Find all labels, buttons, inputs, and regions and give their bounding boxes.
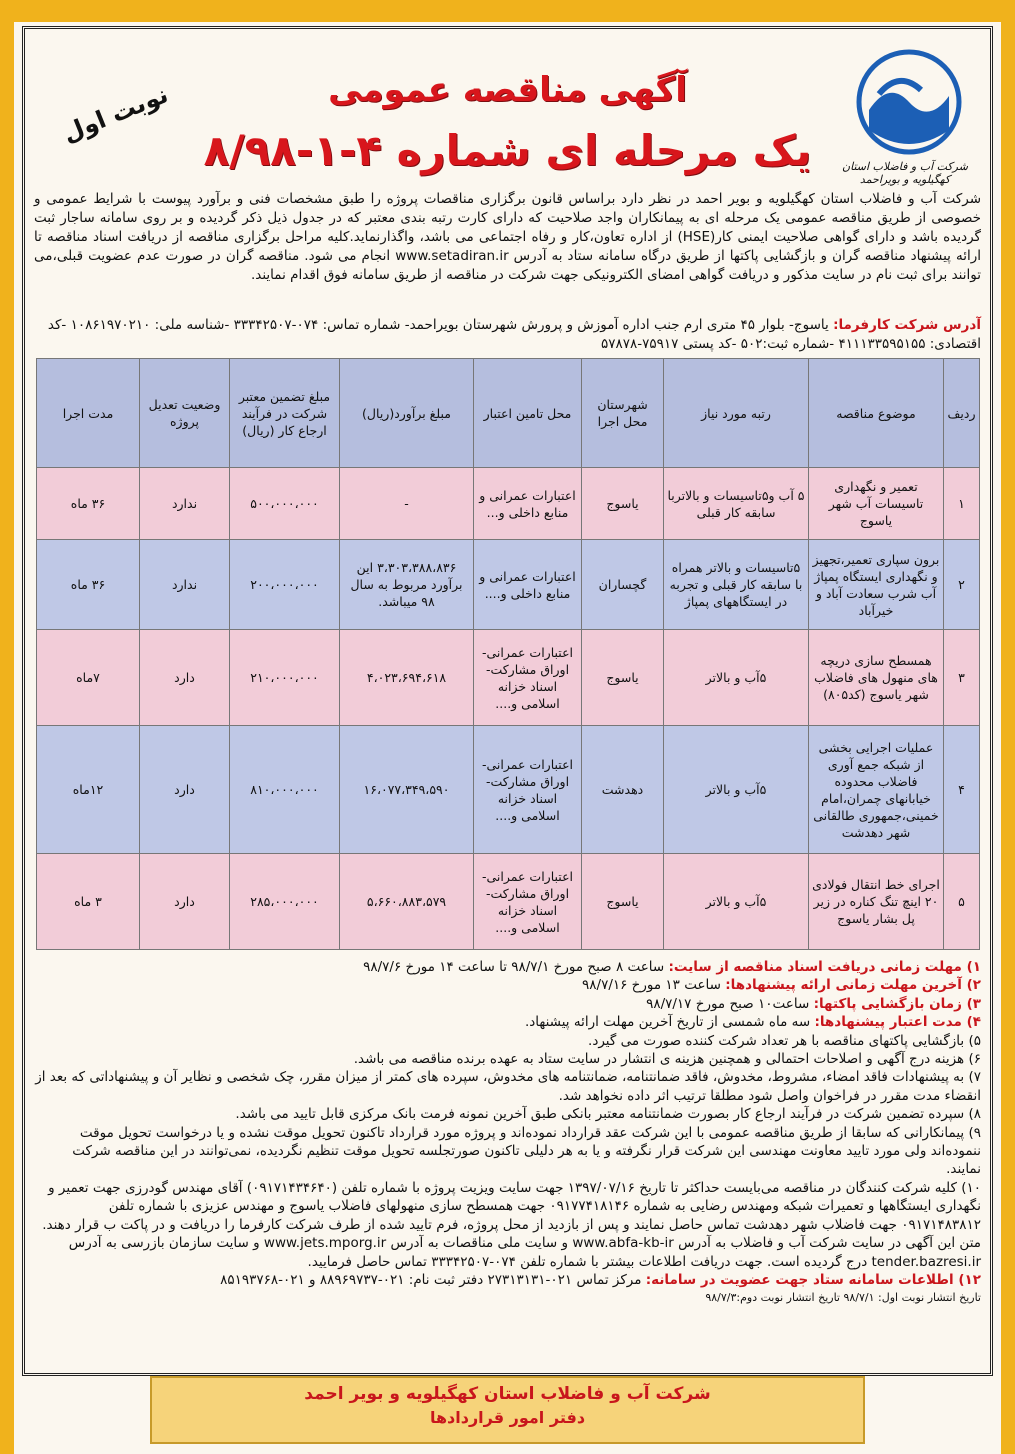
table-cell: -	[340, 468, 474, 540]
col-header: وضعیت تعدیل پروژه	[140, 359, 230, 468]
right-border	[1001, 0, 1015, 1454]
table-cell: ۲۰۰،۰۰۰،۰۰۰	[230, 540, 340, 630]
table-cell: ۳ ماه	[37, 854, 140, 950]
table-cell: یاسوج	[582, 468, 664, 540]
round-label: نوبت اول	[58, 80, 173, 148]
table-cell: ۳۶ ماه	[37, 468, 140, 540]
address-label: آدرس شرکت کارفرما:	[833, 317, 981, 333]
col-header: شهرستان محل اجرا	[582, 359, 664, 468]
table-cell: اعتبارات عمرانی- اوراق مشارکت- اسناد خزانه اسلامی و....	[474, 726, 582, 854]
table-cell: یاسوج	[582, 630, 664, 726]
col-header: محل تامین اعتبار	[474, 359, 582, 468]
table-cell: ۸۱۰،۰۰۰،۰۰۰	[230, 726, 340, 854]
table-row	[37, 726, 980, 854]
footer-company: شرکت آب و فاضلاب استان کهگیلویه و بویر احمد	[304, 1384, 711, 1404]
table-row	[37, 854, 980, 950]
note-label: ۲) آخرین مهلت زمانی ارائه پیشنهادها:	[725, 977, 981, 994]
footer-banner	[150, 1376, 865, 1444]
note-item	[34, 958, 981, 976]
logo-caption: شرکت آب و فاضلاب استان کهگیلویه و بویراحمد	[842, 160, 968, 186]
left-border	[0, 0, 14, 1454]
note-item: ۶) هزینه درج آگهی و اصلاحات احتمالی و همچنین هزینه ی انتشار در سایت ستاد به عهده برنده مناقصه می باشد.	[353, 1051, 981, 1068]
table-cell: ۳۶ ماه	[37, 540, 140, 630]
table-header-row	[37, 359, 980, 468]
note-label: ۴) مدت اعتبار پیشنهادها:	[814, 1014, 981, 1031]
table-cell: ۱۲ماه	[37, 726, 140, 854]
note-label: ۱) مهلت زمانی دریافت اسناد مناقصه از سایت:	[668, 959, 981, 975]
note-item: ۹) پیمانکارانی که سابقا از طریق مناقصه عمومی با این شرکت عقد قرارداد نموده‌اند و پروژه مورد قرارداد تاکنون تحویل موقت نشده و یا درخواست تحویل موقت ننموده‌اند ولی مورد تایید معاونت مهندسی این شرکت قرار نگرفته و یا به هر دلیلی تاکنون صورتجلسه تحویل موقت تنظیم نگردیده، نمی‌توانند در این مناقصه شرکت نمایند.	[72, 1124, 981, 1178]
note-item: ۱۰) کلیه شرکت کنندگان در مناقصه می‌بایست حداکثر تا تاریخ ۱۳۹۷/۰۷/۱۶ جهت سایت ویزیت پروژه با شماره تلفن (۰۹۱۷۱۴۳۴۶۴۰) آقای مهندس گودرزی جهت تعمیر و نگهداری ایستگاهها و تعمیرات شبکه ومهندس رضایی به شماره ۰۹۱۷۷۴۱۸۱۴۶ جهت همسطح سازی منهولهای فاضلاب یاسوج و مهندس عزیزی با شماره تلفن ۰۹۱۷۱۴۸۳۸۱۲ جهت فاضلاب شهر دهدشت تماس حاصل نمایند و پس از بازدید از محل پروژه، فرم تایید شده از طرف شرکت کارفرما را دریافت و در پاکت ب قرار دهند.	[42, 1179, 981, 1233]
table-row	[37, 630, 980, 726]
table-cell: ۲۱۰،۰۰۰،۰۰۰	[230, 630, 340, 726]
address-text: یاسوج- بلوار ۴۵ متری ارم جنب اداره آموزش و پرورش شهرستان بویراحمد- شماره تماس: ۰۷۴-۳۳۳۴۲۵۰۷ -شناسه ملی: ۱۰۸۶۱۹۷۰۲۱۰ -کد اقتصادی: ۴۱۱۱۳۳۵۹۵۱۵۵ -شماره ثبت:۵۰۲ -کد پستی ۷۵۹۱۷-۵۷۸۷۸	[47, 317, 981, 352]
col-header: مبلغ تضمین معتبر شرکت در فرآیند ارجاع کار (ریال)	[230, 359, 340, 468]
table-cell: اعتبارات عمرانی و منابع داخلی و....	[474, 540, 582, 630]
table-cell: ۵آب و بالاتر	[664, 630, 809, 726]
note-item: ۷) به پیشنهادات فاقد امضاء، مشروط، مخدوش، فاقد ضمانتنامه، ضمانتنامه های مخدوش، سپرده های کمتر از میزان مقرر، چک شخصی و نظایر آن و پیشنهاداتی که بعد از انقضاء مدت مقرر در فراخوان واصل شود مطلقا ترتیب اثر داده نخواهد شد.	[35, 1069, 981, 1104]
ad-header	[30, 30, 985, 190]
table-cell: برون سپاری تعمیر،تجهیز و نگهداری ایستگاه پمپاژ آب شرب سعادت آباد و خیرآباد	[809, 540, 944, 630]
table-cell: ۴،۰۲۳،۶۹۴،۶۱۸	[340, 630, 474, 726]
table-cell: ۵،۶۶۰،۸۸۳،۵۷۹	[340, 854, 474, 950]
table-cell: ۵۰۰،۰۰۰،۰۰۰	[230, 468, 340, 540]
table-cell: ۲	[944, 540, 980, 630]
ad-title: آگهی مناقصه عمومی	[328, 70, 687, 110]
table-row	[37, 540, 980, 630]
note-value: ساعت۱۰ صبح مورخ ۹۸/۷/۱۷	[646, 995, 810, 1012]
table-cell: اجرای خط انتقال فولادی ۲۰ اینچ تنگ کناره در زیر پل بشار یاسوج	[809, 854, 944, 950]
table-cell: دارد	[140, 854, 230, 950]
table-cell: همسطح سازی دریچه های منهول های فاضلاب شهر یاسوج (کد۸۰۵)	[809, 630, 944, 726]
note-item	[34, 1013, 981, 1031]
note-item	[34, 976, 981, 994]
table-cell: ۷ماه	[37, 630, 140, 726]
footer-department: دفتر امور قراردادها	[429, 1408, 586, 1427]
tender-number-title: یک مرحله ای شماره ۴-۱-۸/۹۸	[203, 126, 812, 175]
note-item: ۸) سپرده تضمین شرکت در فرآیند ارجاع کار بصورت ضمانتنامه معتبر بانکی طبق آخرین نمونه فرمت بانک مرکزی قابل تایید می باشد.	[235, 1106, 981, 1123]
terms-list	[34, 958, 981, 1308]
table-cell: گچساران	[582, 540, 664, 630]
note-value: ساعت ۱۳ مورخ ۹۸/۷/۱۶	[582, 977, 721, 994]
table-cell: ۵	[944, 854, 980, 950]
table-cell: اعتبارات عمرانی- اوراق مشارکت- اسناد خزانه اسلامی و....	[474, 854, 582, 950]
intro-paragraph: شرکت آب و فاضلاب استان کهگیلویه و بویر احمد در نظر دارد براساس قانون برگزاری مناقصات پروژه را طبق مشخصات فنی و برآورد پیوست با شرایط عمومی و خصوصی از طریق مناقصه عمومی یک مرحله ای به پیمانکاران واجد صلاحیت که دارای کارت رتبه بندی معتبر که در جدول ذیل ذکر گردیده و بر روی سامانه ساجار ثبت گردیده باشد و دارای گواهی صلاحیت ایمنی کار(HSE) از اداره تعاون،کار و رفاه اجتماعی می باشد، واگذارنماید.کلیه مراحل برگزاری مناقصه از دریافت اسناد مناقصه تا ارائه پیشنهاد مناقصه گران و بازگشایی پاکتها از طریق درگاه سامانه ستاد به آدرس www.setadiran.ir انجام می شود. مناقصه گران در صورت عدم عضویت قبلی،می توانند برای ثبت نام در سایت مذکور و دریافت گواهی امضای الکترونیکی جهت شرکت در مناقصه از طریق سامانه فوق اقدام نمایند.	[34, 191, 981, 283]
col-header: مدت اجرا	[37, 359, 140, 468]
table-row	[37, 468, 980, 540]
table-cell: تعمیر و نگهداری تاسیسات آب شهر یاسوج	[809, 468, 944, 540]
table-cell: ۵آب و بالاتر	[664, 726, 809, 854]
publication-dates: تاریخ انتشار نوبت اول: ۹۸/۷/۱ تاریخ انتشار نوبت دوم:۹۸/۷/۳	[705, 1291, 981, 1305]
table-cell: دهدشت	[582, 726, 664, 854]
table-cell: اعتبارات عمرانی و منابع داخلی و...	[474, 468, 582, 540]
employer-address	[34, 316, 981, 354]
table-cell: ۳	[944, 630, 980, 726]
col-header: مبلغ برآورد(ریال)	[340, 359, 474, 468]
col-header: ردیف	[944, 359, 980, 468]
note-label: ۳) زمان بازگشایی پاکتها:	[813, 995, 981, 1012]
note-value: مرکز تماس ۰۲۱-۲۷۳۱۳۱۳۱ دفتر ثبت نام: ۰۲۱-۸۸۹۶۹۷۳۷ و ۰۲۱-۸۵۱۹۳۷۶۸	[220, 1271, 642, 1288]
note-item: ۵) بازگشایی پاکتهای مناقصه با هر تعداد شرکت کننده صورت می گیرد.	[588, 1032, 981, 1049]
table-cell: ندارد	[140, 540, 230, 630]
table-cell: ۴	[944, 726, 980, 854]
table-cell: دارد	[140, 630, 230, 726]
col-header: موضوع مناقصه	[809, 359, 944, 468]
table-cell: دارد	[140, 726, 230, 854]
note-value: سه ماه شمسی از تاریخ آخرین مهلت ارائه پیشنهاد.	[524, 1014, 811, 1031]
note-value: ساعت ۸ صبح مورخ ۹۸/۷/۱ تا ساعت ۱۴ مورخ ۹۸/۷/۶	[363, 959, 665, 975]
note-item: متن این آگهی در سایت شرکت آب و فاضلاب به آدرس www.abfa-kb-ir و سایت ملی مناقصات به آدرس www.jets.mporg.ir و سایت سازمان بازرسی به آدرس tender.bazresi.ir درج گردیده است. جهت دریافت اطلاعات بیشتر با شماره تلفن ۰۷۴-۳۳۳۴۲۵۰۷ تماس حاصل فرمایید.	[68, 1235, 981, 1270]
table-cell: ۳،۳۰۳،۳۸۸،۸۳۶ این برآورد مربوط به سال ۹۸ میباشد.	[340, 540, 474, 630]
table-cell: ۵تاسیسات و بالاتر همراه با سابقه کار قبلی و تجربه در ایستگاههای پمپاژ	[664, 540, 809, 630]
table-cell: ندارد	[140, 468, 230, 540]
col-header: رتبه مورد نیاز	[664, 359, 809, 468]
table-cell: ۵آب و بالاتر	[664, 854, 809, 950]
tender-table	[36, 358, 980, 950]
note-item	[34, 995, 981, 1013]
table-cell: اعتبارات عمرانی- اوراق مشارکت- اسناد خزانه اسلامی و....	[474, 630, 582, 726]
note-item	[34, 1271, 981, 1289]
table-cell: ۱۶،۰۷۷،۳۴۹،۵۹۰	[340, 726, 474, 854]
table-cell: ۵ آب و۵تاسیسات و بالاتربا سابقه کار قبلی	[664, 468, 809, 540]
table-cell: ۲۸۵،۰۰۰،۰۰۰	[230, 854, 340, 950]
top-border	[0, 0, 1015, 22]
table-cell: ۱	[944, 468, 980, 540]
note-label: ۱۲) اطلاعات سامانه ستاد جهت عضویت در سامانه:	[645, 1271, 981, 1288]
table-cell: عملیات اجرایی بخشی از شبکه جمع آوری فاضلاب محدوده خیابانهای چمران،امام خمینی،جمهوری طالقانی شهر دهدشت	[809, 726, 944, 854]
table-cell: یاسوج	[582, 854, 664, 950]
